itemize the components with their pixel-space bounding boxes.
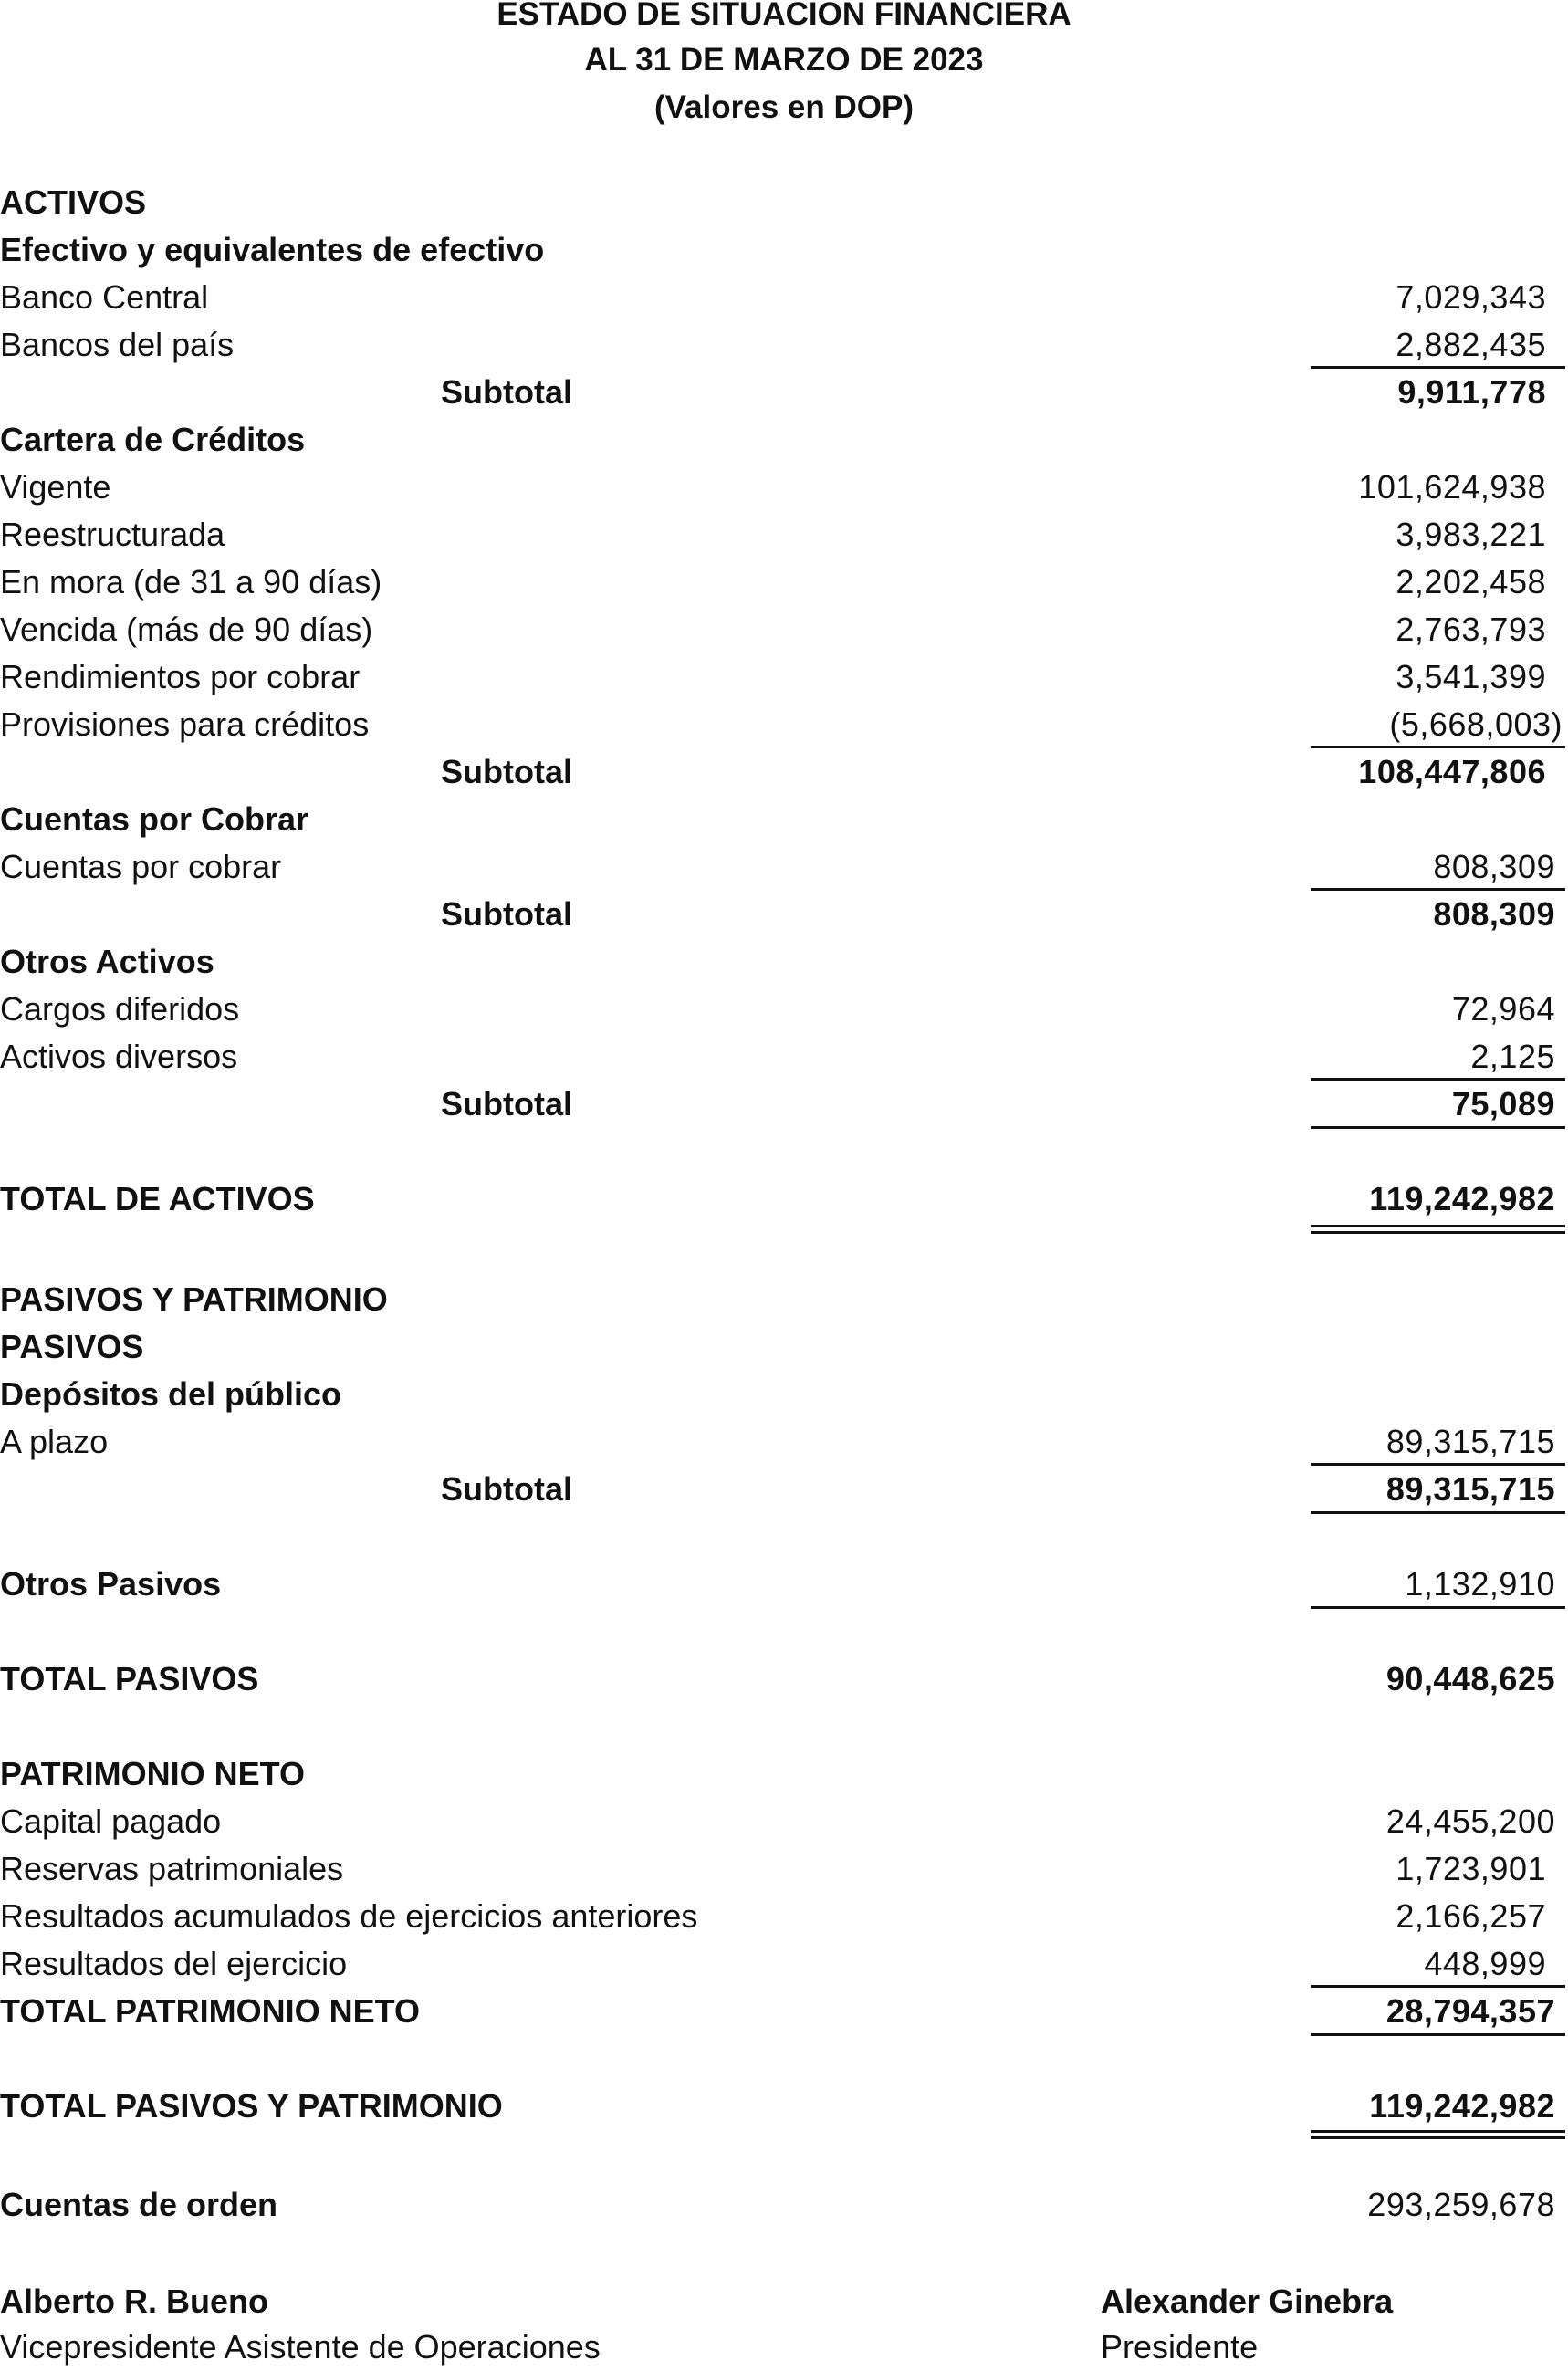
line-item-bancos-pais [0, 321, 1568, 369]
line-item-capital-pagado [0, 1798, 1568, 1845]
heading-label: ACTIVOS [0, 183, 147, 221]
double-rule-bottom [1311, 2136, 1565, 2139]
item-value: 2,166,257 [1396, 1897, 1546, 1935]
line-item-vencida [0, 606, 1568, 653]
item-value: 1,723,901 [1396, 1850, 1546, 1887]
group-heading-cuentas-cobrar [0, 796, 1568, 843]
item-value: 2,202,458 [1396, 563, 1546, 601]
item-label: Otros Pasivos [0, 1565, 222, 1603]
heading-label: Otros Activos [0, 943, 214, 980]
subtotal-value: 89,315,715 [1385, 1470, 1555, 1508]
signatory-name-left: Alberto R. Bueno [0, 2282, 268, 2320]
otros-pasivos-underline [1311, 1606, 1565, 1609]
item-label: Reservas patrimoniales [0, 1850, 344, 1887]
section-heading-activos [0, 179, 1568, 226]
item-value: 1,132,910 [1405, 1565, 1555, 1603]
item-label: Activos diversos [0, 1038, 238, 1075]
item-label: En mora (de 31 a 90 días) [0, 563, 382, 601]
total-label: TOTAL PASIVOS Y PATRIMONIO [0, 2087, 503, 2125]
item-value: 24,455,200 [1385, 1802, 1555, 1840]
item-label: Resultados acumulados de ejercicios anteriores [0, 1897, 698, 1935]
line-item-vigente [0, 464, 1568, 511]
total-row-patrimonio [0, 1988, 1568, 2035]
total-value: 90,448,625 [1385, 1660, 1555, 1697]
subtotal-value: 75,089 [1451, 1085, 1555, 1123]
heading-label: PATRIMONIO NETO [0, 1755, 306, 1792]
total-row-pasivos-patrimonio [0, 2083, 1568, 2130]
heading-label: PASIVOS Y PATRIMONIO [0, 1280, 388, 1318]
subtotal-value: 108,447,806 [1358, 753, 1546, 790]
item-value: 2,763,793 [1396, 611, 1546, 648]
statement-currency: (Valores en DOP) [654, 89, 914, 125]
item-label: A plazo [0, 1423, 109, 1460]
subtotal-label: Subtotal [441, 895, 572, 933]
subtotal-label: Subtotal [441, 753, 572, 790]
subtotal-row-otros-activos [0, 1081, 1568, 1128]
item-value: 293,259,678 [1367, 2186, 1555, 2223]
group-heading-otros-activos [0, 938, 1568, 986]
subtotal-row-depositos [0, 1466, 1568, 1513]
heading-label: Depósitos del público [0, 1375, 342, 1413]
group-heading-cartera [0, 416, 1568, 464]
signatory-role-right: Presidente [1101, 2328, 1259, 2366]
double-rule-top [1311, 1225, 1565, 1227]
section-heading-pasivos-patrimonio [0, 1276, 1568, 1323]
line-item-cargos-diferidos [0, 986, 1568, 1033]
item-value: 2,882,435 [1396, 326, 1546, 363]
item-label: Resultados del ejercicio [0, 1945, 348, 1982]
line-item-reservas [0, 1845, 1568, 1893]
total-label: TOTAL PATRIMONIO NETO [0, 1992, 421, 2030]
item-value: 89,315,715 [1385, 1423, 1555, 1460]
total-value: 119,242,982 [1369, 1180, 1555, 1217]
item-value: 3,983,221 [1396, 516, 1546, 553]
total-row-pasivos [0, 1656, 1568, 1703]
line-item-resultados-acumulados [0, 1893, 1568, 1940]
item-value: 2,125 [1470, 1038, 1555, 1075]
subtotal-row-cartera [0, 748, 1568, 796]
line-item-provisiones [0, 701, 1568, 748]
total-label: TOTAL DE ACTIVOS [0, 1180, 315, 1217]
subtotal-row-efectivo [0, 369, 1568, 416]
line-item-banco-central [0, 274, 1568, 321]
item-value: 7,029,343 [1396, 278, 1546, 316]
group-heading-depositos [0, 1371, 1568, 1418]
line-item-cuentas-por-cobrar [0, 843, 1568, 891]
subtotal-label: Subtotal [441, 373, 572, 411]
item-label: Cuentas por cobrar [0, 848, 282, 885]
item-label: Bancos del país [0, 326, 235, 363]
item-label: Capital pagado [0, 1802, 222, 1840]
line-item-cuentas-orden [0, 2181, 1568, 2229]
item-value: 808,309 [1433, 848, 1555, 885]
item-value: 101,624,938 [1358, 468, 1546, 506]
group-heading-patrimonio [0, 1750, 1568, 1798]
subtotal-label: Subtotal [441, 1085, 572, 1123]
statement-title: ESTADO DE SITUACION FINANCIERA [497, 0, 1071, 32]
signatory-name-right: Alexander Ginebra [1101, 2282, 1394, 2320]
item-label: Rendimientos por cobrar [0, 658, 361, 695]
item-label: Reestructurada [0, 516, 225, 553]
line-item-activos-diversos [0, 1033, 1568, 1081]
total-value: 28,794,357 [1385, 1992, 1555, 2030]
subtotal-row-cuentas-cobrar [0, 891, 1568, 938]
statement-date: AL 31 DE MARZO DE 2023 [584, 42, 984, 78]
item-label: Vigente [0, 468, 111, 506]
section-heading-pasivos [0, 1323, 1568, 1371]
double-rule-bottom [1311, 1231, 1565, 1234]
subtotal-underline [1311, 2033, 1565, 2036]
line-item-a-plazo [0, 1418, 1568, 1466]
heading-label: PASIVOS [0, 1328, 144, 1365]
item-label: Cargos diferidos [0, 990, 240, 1028]
double-rule-top [1311, 2130, 1565, 2133]
total-label: TOTAL PASIVOS [0, 1660, 259, 1697]
item-value: 448,999 [1424, 1945, 1546, 1982]
subtotal-underline [1311, 1511, 1565, 1514]
item-value: 72,964 [1451, 990, 1555, 1028]
item-label: Banco Central [0, 278, 209, 316]
group-heading-efectivo [0, 226, 1568, 274]
subtotal-label: Subtotal [441, 1470, 572, 1508]
item-value: (5,668,003) [1389, 705, 1563, 743]
total-row-activos [0, 1175, 1568, 1223]
signatory-role-left: Vicepresidente Asistente de Operaciones [0, 2328, 601, 2366]
item-value: 3,541,399 [1396, 658, 1546, 695]
line-item-resultados-ejercicio [0, 1940, 1568, 1988]
line-item-rendimientos [0, 653, 1568, 701]
item-label: Provisiones para créditos [0, 705, 370, 743]
heading-label: Cartera de Créditos [0, 421, 306, 458]
item-label: Vencida (más de 90 días) [0, 611, 373, 648]
heading-label: Efectivo y equivalentes de efectivo [0, 231, 545, 268]
subtotal-value: 808,309 [1433, 895, 1555, 933]
total-value: 119,242,982 [1369, 2087, 1555, 2125]
item-label: Cuentas de orden [0, 2186, 278, 2223]
subtotal-value: 9,911,778 [1397, 373, 1546, 411]
line-item-reestructurada [0, 511, 1568, 559]
line-item-otros-pasivos [0, 1561, 1568, 1608]
subtotal-underline [1311, 1126, 1565, 1129]
line-item-en-mora [0, 559, 1568, 606]
heading-label: Cuentas por Cobrar [0, 800, 309, 838]
